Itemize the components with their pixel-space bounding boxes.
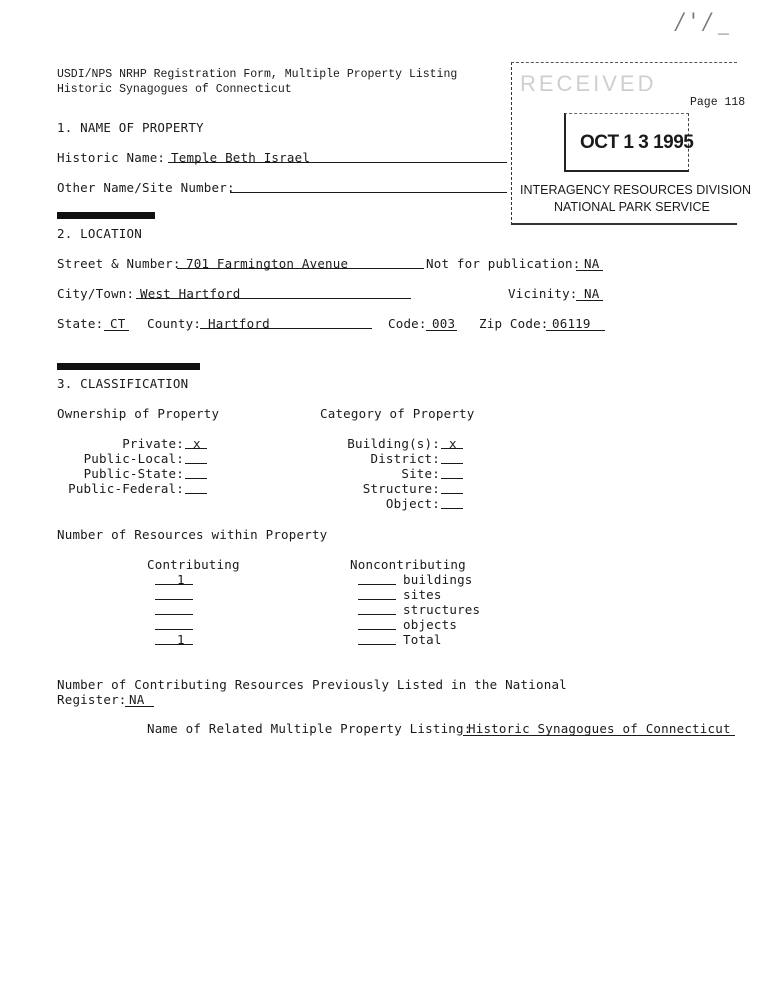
contributing-objects-line[interactable] xyxy=(155,616,193,630)
zip-text: 06119 xyxy=(546,317,605,331)
state-text: CT xyxy=(104,317,129,331)
category-object-label: Object: xyxy=(385,496,440,511)
category-district-label: District: xyxy=(370,451,440,466)
category-structure-label: Structure: xyxy=(362,481,440,496)
ownership-private-value: x xyxy=(193,436,201,451)
vicinity-value[interactable] xyxy=(576,286,603,301)
county-value[interactable]: Hartford xyxy=(208,316,270,331)
not-for-publication-value[interactable] xyxy=(576,256,603,271)
ownership-public-local-box[interactable] xyxy=(185,450,207,464)
code-value[interactable] xyxy=(426,316,457,331)
zip-label: Zip Code: xyxy=(479,316,549,331)
county-label: County: xyxy=(147,316,202,331)
section2-heading: 2. LOCATION xyxy=(57,226,142,241)
vicinity-text: NA xyxy=(576,287,603,301)
resources-title: Number of Resources within Property xyxy=(57,527,328,542)
previously-listed-value[interactable] xyxy=(125,692,154,707)
street-label: Street & Number: xyxy=(57,256,181,271)
category-building-label: Building(s): xyxy=(347,436,440,451)
resource-type-buildings: buildings xyxy=(403,572,473,587)
street-value[interactable]: 701 Farmington Avenue xyxy=(186,256,349,271)
resource-type-total: Total xyxy=(403,632,442,647)
stamp-division: INTERAGENCY RESOURCES DIVISION xyxy=(520,183,752,197)
category-object-box[interactable] xyxy=(441,495,463,509)
related-listing-text: Historic Synagogues of Connecticut xyxy=(463,722,735,736)
form-header-line2: Historic Synagogues of Connecticut xyxy=(57,83,292,96)
received-stamp xyxy=(511,62,752,225)
other-name-label: Other Name/Site Number: xyxy=(57,180,235,195)
page-number: Page 118 xyxy=(690,96,746,109)
noncontributing-objects-line[interactable] xyxy=(358,616,396,630)
contributing-buildings-value: 1 xyxy=(177,572,185,587)
noncontributing-structures-line[interactable] xyxy=(358,601,396,615)
resource-type-sites: sites xyxy=(403,587,442,602)
resource-type-structures: structures xyxy=(403,602,481,617)
previously-listed-label: Register: xyxy=(57,692,127,707)
stamp-received-label: RECEIVED xyxy=(520,71,657,96)
stamp-date-box xyxy=(564,113,694,172)
not-for-publication-text: NA xyxy=(576,257,603,271)
ownership-private-label: Private: xyxy=(122,436,184,451)
noncontributing-total-line[interactable] xyxy=(358,631,396,645)
section-divider-bar-2 xyxy=(57,363,200,370)
code-label: Code: xyxy=(388,316,427,331)
vicinity-label: Vicinity: xyxy=(508,286,578,301)
stamp-date: OCT 1 3 1995 xyxy=(580,132,694,153)
category-title: Category of Property xyxy=(320,406,475,421)
zip-value[interactable] xyxy=(546,316,605,331)
ownership-public-federal-label: Public-Federal: xyxy=(68,481,184,496)
related-listing-label: Name of Related Multiple Property Listing: xyxy=(147,721,472,736)
resource-type-objects: objects xyxy=(403,617,458,632)
section1-heading: 1. NAME OF PROPERTY xyxy=(57,120,204,135)
ownership-public-local-label: Public-Local: xyxy=(83,451,184,466)
historic-name-label: Historic Name: xyxy=(57,150,166,165)
previously-listed-text: Number of Contributing Resources Previously Listed in the National xyxy=(57,677,567,692)
city-value[interactable]: West Hartford xyxy=(140,286,241,301)
noncontributing-title: Noncontributing xyxy=(350,557,466,572)
section3-heading: 3. CLASSIFICATION xyxy=(57,376,189,391)
historic-name-value[interactable]: Temple Beth Israel xyxy=(171,150,311,165)
state-label: State: xyxy=(57,316,104,331)
category-site-box[interactable] xyxy=(441,465,463,479)
form-header-line1: USDI/NPS NRHP Registration Form, Multiple Property Listing xyxy=(57,68,458,81)
contributing-title: Contributing xyxy=(147,557,240,572)
other-name-line[interactable] xyxy=(230,179,507,193)
contributing-sites-line[interactable] xyxy=(155,586,193,600)
city-label: City/Town: xyxy=(57,286,135,301)
contributing-buildings-line[interactable] xyxy=(155,571,193,585)
noncontributing-buildings-line[interactable] xyxy=(358,571,396,585)
related-listing-value[interactable] xyxy=(463,721,735,736)
noncontributing-sites-line[interactable] xyxy=(358,586,396,600)
ownership-public-state-box[interactable] xyxy=(185,465,207,479)
category-district-box[interactable] xyxy=(441,450,463,464)
ownership-public-state-label: Public-State: xyxy=(83,466,184,481)
stamp-agency: NATIONAL PARK SERVICE xyxy=(554,200,710,214)
previously-listed-text-value: NA xyxy=(125,693,154,707)
state-value[interactable] xyxy=(104,316,129,331)
corner-handwritten-mark: / ' / _ xyxy=(676,10,729,35)
section-divider-bar xyxy=(57,212,155,219)
category-site-label: Site: xyxy=(401,466,440,481)
category-building-value: x xyxy=(449,436,457,451)
code-text: 003 xyxy=(426,317,457,331)
ownership-public-federal-box[interactable] xyxy=(185,480,207,494)
contributing-total-value: 1 xyxy=(177,632,185,647)
category-structure-box[interactable] xyxy=(441,480,463,494)
contributing-structures-line[interactable] xyxy=(155,601,193,615)
contributing-total-line[interactable] xyxy=(155,631,193,645)
ownership-title: Ownership of Property xyxy=(57,406,220,421)
not-for-publication-label: Not for publication: xyxy=(426,256,581,271)
